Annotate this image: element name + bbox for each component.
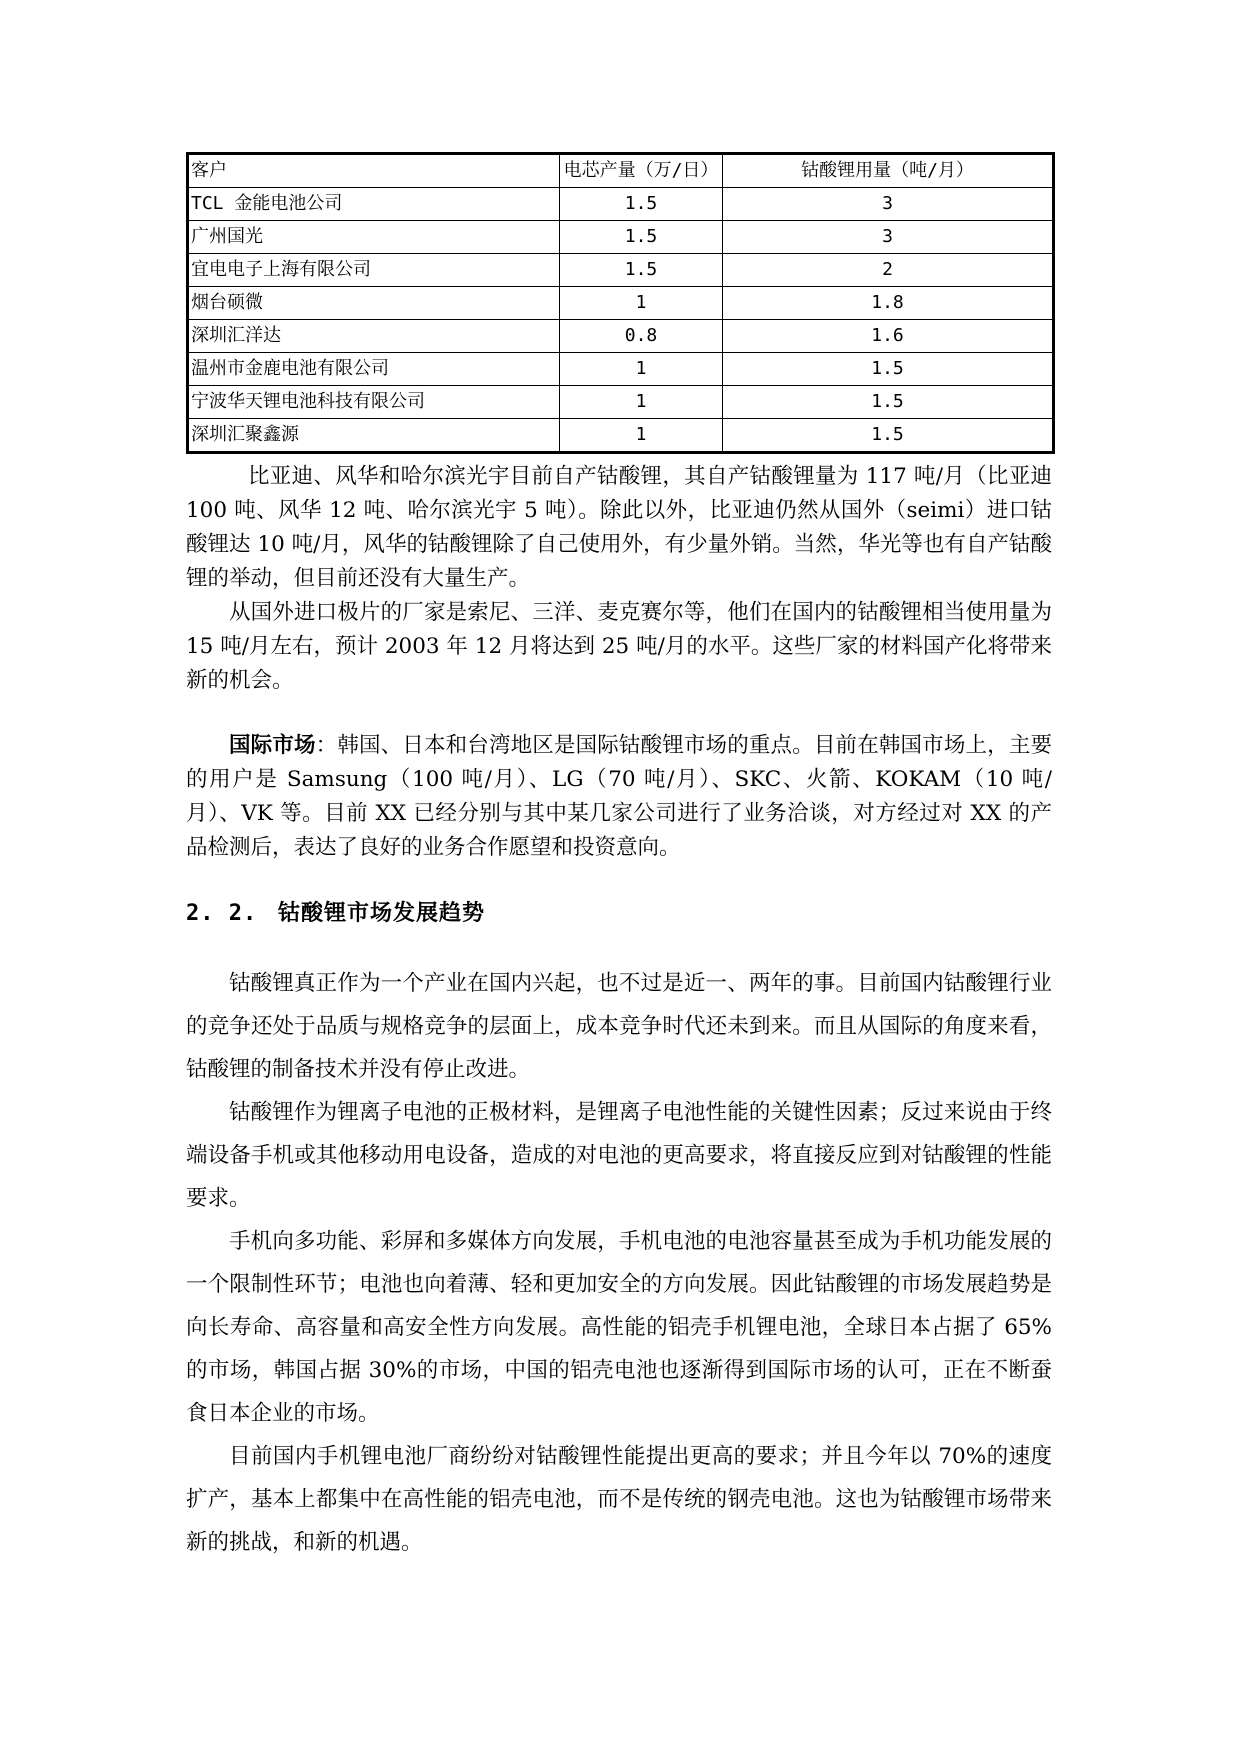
- cell-output: 1: [560, 386, 723, 419]
- licoo2-usage: 2: [723, 254, 1054, 287]
- paragraph-capacity-expansion: 目前国内手机锂电池厂商纷纷对钴酸锂性能提出更高的要求；并且今年以 70%的速度扩产，基本上都集中在高性能的铝壳电池，而不是传统的钢壳电池。这也为钴酸锂市场带来新的挑战，和新的机遇。: [186, 1444, 1052, 1555]
- table-row: [188, 221, 1054, 254]
- licoo2-usage: 1.5: [723, 353, 1054, 386]
- section-number: 2. 2.: [186, 901, 258, 926]
- licoo2-usage: 3: [723, 221, 1054, 254]
- international-market-label: 国际市场: [229, 733, 316, 758]
- trend-section: [186, 962, 1052, 1564]
- customer-name: 深圳汇洋达: [188, 320, 560, 353]
- table-row: [188, 419, 1054, 453]
- international-market-text: ：韩国、日本和台湾地区是国际钴酸锂市场的重点。目前在韩国市场上，主要的用户是 Samsung（100 吨/月）、LG（70 吨/月）、SKC、火箭、KOKAM（10 吨/月）、VK 等。目前 XX 已经分别与其中某几家公司进行了业务洽谈，对方经过对 XX 的产品检测后，表达了良好的业务合作愿望和投资意向。: [186, 733, 1052, 860]
- paragraph-self-production: 比亚迪、风华和哈尔滨光宇目前自产钴酸锂，其自产钴酸锂量为 117 吨/月（比亚迪 100 吨、风华 12 吨、哈尔滨光宇 5 吨）。除此以外，比亚迪仍然从国外（seimi）进口钴酸锂达 10 吨/月，风华的钴酸锂除了自己使用外，有少量外销。当然，华光等也有自产钴酸锂的举动，但目前还没有大量生产。: [186, 464, 1052, 591]
- customer-name: 广州国光: [188, 221, 560, 254]
- cell-output: 1: [560, 419, 723, 453]
- customer-table: [186, 152, 1055, 454]
- table-header-row: [188, 154, 1054, 188]
- table-row: [188, 254, 1054, 287]
- cell-output: 1.5: [560, 221, 723, 254]
- cell-output: 0.8: [560, 320, 723, 353]
- section-title: 钴酸锂市场发展趋势: [278, 901, 486, 926]
- customer-name: 宁波华天锂电池科技有限公司: [188, 386, 560, 419]
- customer-name: TCL 金能电池公司: [188, 188, 560, 221]
- paragraph-cathode-material: 钴酸锂作为锂离子电池的正极材料，是锂离子电池性能的关键性因素；反过来说由于终端设备手机或其他移动用电设备，造成的对电池的更高要求，将直接反应到对钴酸锂的性能要求。: [186, 1100, 1052, 1211]
- international-section: [186, 729, 1052, 865]
- customer-name: 温州市金鹿电池有限公司: [188, 353, 560, 386]
- header-customer: 客户: [188, 154, 560, 188]
- table-row: [188, 320, 1054, 353]
- licoo2-usage: 1.6: [723, 320, 1054, 353]
- licoo2-usage: 3: [723, 188, 1054, 221]
- paragraph-phone-trends: 手机向多功能、彩屏和多媒体方向发展，手机电池的电池容量甚至成为手机功能发展的一个限制性环节；电池也向着薄、轻和更加安全的方向发展。因此钴酸锂的市场发展趋势是向长寿命、高容量和高安全性方向发展。高性能的铝壳手机锂电池，全球日本占据了 65%的市场，韩国占据 30%的市场，中国的铝壳电池也逐渐得到国际市场的认可，正在不断蚕食日本企业的市场。: [186, 1229, 1052, 1426]
- table-row: [188, 353, 1054, 386]
- section-heading: [186, 896, 485, 927]
- customer-name: 宜电电子上海有限公司: [188, 254, 560, 287]
- licoo2-usage: 1.5: [723, 386, 1054, 419]
- table-row: [188, 287, 1054, 320]
- customer-name: 深圳汇聚鑫源: [188, 419, 560, 453]
- paragraph-industry-rise: 钴酸锂真正作为一个产业在国内兴起，也不过是近一、两年的事。目前国内钴酸锂行业的竞争还处于品质与规格竞争的层面上，成本竞争时代还未到来。而且从国际的角度来看，钴酸锂的制备技术并没有停止改进。: [186, 971, 1052, 1082]
- cell-output: 1: [560, 287, 723, 320]
- header-licoo2-usage: 钴酸锂用量（吨/月）: [723, 154, 1054, 188]
- licoo2-usage: 1.8: [723, 287, 1054, 320]
- cell-output: 1.5: [560, 254, 723, 287]
- header-cell-output: 电芯产量（万/日）: [560, 154, 723, 188]
- domestic-section: [186, 460, 1052, 698]
- customer-name: 烟台硕微: [188, 287, 560, 320]
- paragraph-international-market: [186, 729, 1052, 865]
- table-row: [188, 188, 1054, 221]
- cell-output: 1: [560, 353, 723, 386]
- table-row: [188, 386, 1054, 419]
- paragraph-imported-electrodes: 从国外进口极片的厂家是索尼、三洋、麦克赛尔等，他们在国内的钴酸锂相当使用量为 15 吨/月左右，预计 2003 年 12 月将达到 25 吨/月的水平。这些厂家的材料国产化将带来新的机会。: [186, 600, 1052, 693]
- cell-output: 1.5: [560, 188, 723, 221]
- licoo2-usage: 1.5: [723, 419, 1054, 453]
